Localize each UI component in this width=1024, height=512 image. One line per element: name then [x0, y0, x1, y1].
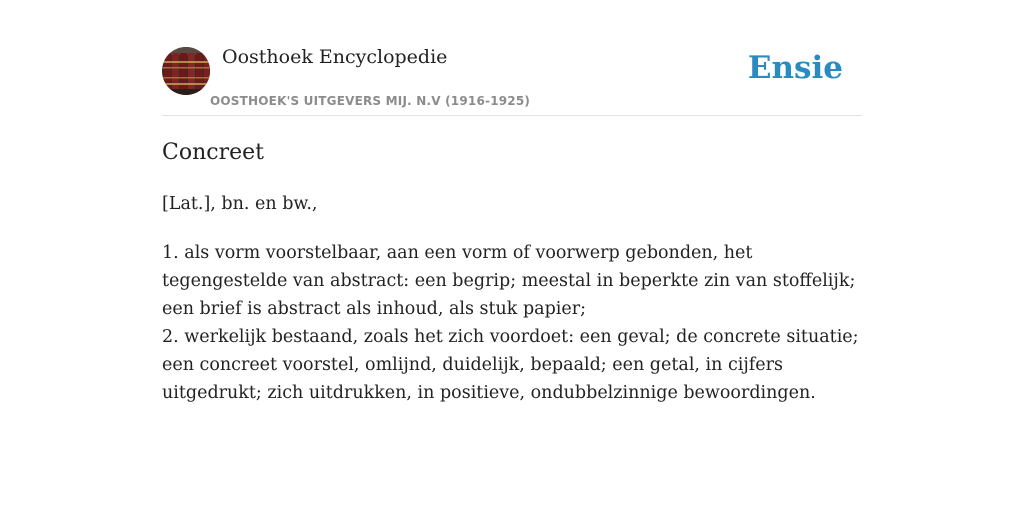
source-subtitle: OOSTHOEK'S UITGEVERS MIJ. N.V (1916-1925)	[210, 94, 531, 108]
entry-title: Concreet	[162, 140, 264, 165]
entry-meta: [Lat.], bn. en bw.,	[162, 194, 318, 214]
encyclopedia-books-icon[interactable]	[162, 47, 210, 95]
definition-2: 2. werkelijk bestaand, zoals het zich voordoet: een geval; de concrete situatie; een concreet voorstel, omlijnd, duidelijk, bepaald; een getal, in cijfers uitgedrukt; zich uitdrukken, in positieve, ondubbelzinnige bewoordingen.	[162, 327, 859, 403]
source-title[interactable]: Oosthoek Encyclopedie	[222, 46, 448, 68]
brand-logo[interactable]: Ensie	[747, 50, 843, 86]
entry-body	[162, 239, 862, 407]
source-header	[162, 40, 862, 116]
definition-1: 1. als vorm voorstelbaar, aan een vorm of voorwerp gebonden, het tegengestelde van abstract: een begrip; meestal in beperkte zin van stoffelijk; een brief is abstract als inhoud, als stuk papier;	[162, 243, 856, 319]
